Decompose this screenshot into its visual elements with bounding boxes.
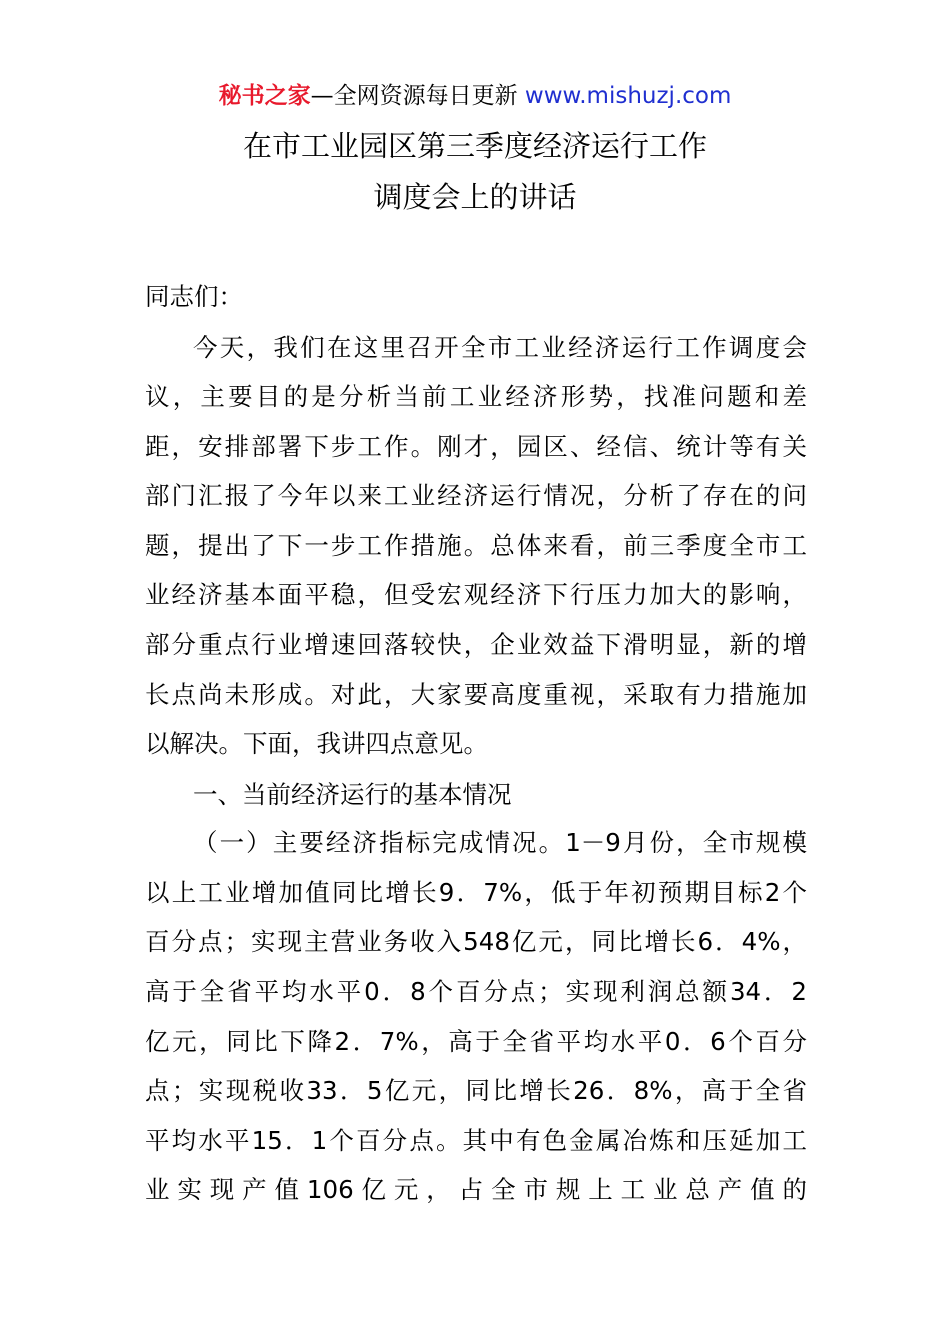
body-line: 业实现产值106亿元，占全市规上工业总产值的 — [145, 1175, 807, 1204]
body-line: 以上工业增加值同比增长9．7%，低于年初预期目标2个 — [145, 878, 807, 907]
body-line: 题，提出了下一步工作措施。总体来看，前三季度全市工 — [145, 531, 807, 560]
body-line: 亿元，同比下降2．7%，高于全省平均水平0．6个百分 — [145, 1027, 807, 1056]
body-line: 高于全省平均水平0．8个百分点；实现利润总额34．2 — [145, 977, 807, 1006]
subsection-heading-line: （一）主要经济指标完成情况。1－9月份，全市规模 — [193, 828, 807, 857]
body-line: 百分点；实现主营业务收入548亿元，同比增长6．4%， — [145, 927, 807, 956]
body-line: 业经济基本面平稳，但受宏观经济下行压力加大的影响， — [145, 580, 807, 609]
document-title-line-1: 在市工业园区第三季度经济运行工作 — [242, 129, 707, 163]
site-url-link[interactable]: www.mishuzj.com — [524, 83, 732, 109]
body-line: 长点尚未形成。对此，大家要高度重视，采取有力措施加 — [145, 680, 807, 709]
document-title-line-2: 调度会上的讲话 — [373, 180, 577, 214]
body-line: 部门汇报了今年以来工业经济运行情况，分析了存在的问 — [145, 481, 807, 510]
body-line: 点；实现税收33．5亿元，同比增长26．8%，高于全省 — [145, 1076, 807, 1105]
body-line: 议，主要目的是分析当前工业经济形势，找准问题和差 — [145, 382, 807, 411]
section-heading: 一、当前经济运行的基本情况 — [193, 780, 512, 809]
body-line: 今天，我们在这里召开全市工业经济运行工作调度会 — [193, 333, 807, 362]
body-line: 平均水平15．1个百分点。其中有色金属冶炼和压延加工 — [145, 1126, 807, 1155]
salutation: 同志们： — [145, 282, 243, 311]
brand-name: 秘书之家 — [218, 83, 311, 109]
body-line: 部分重点行业增速回落较快，企业效益下滑明显，新的增 — [145, 630, 807, 659]
header-tagline: —全网资源每日更新 — [310, 83, 518, 109]
site-header — [0, 80, 950, 112]
body-line: 距，安排部署下步工作。刚才，园区、经信、统计等有关 — [145, 432, 807, 461]
body-line: 以解决。下面，我讲四点意见。 — [145, 729, 488, 758]
